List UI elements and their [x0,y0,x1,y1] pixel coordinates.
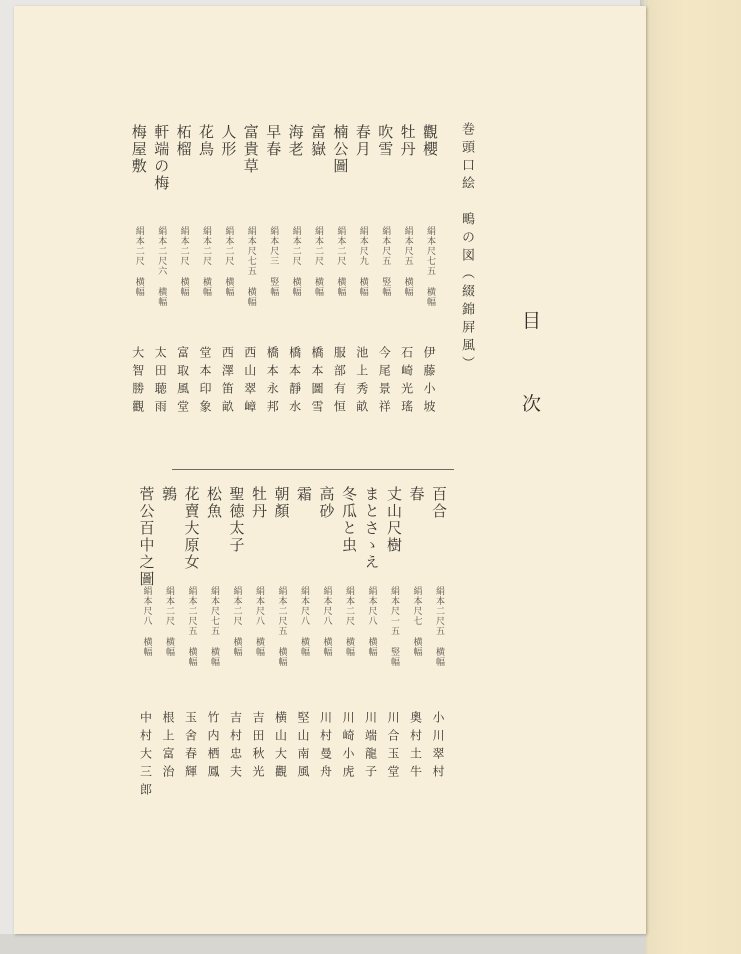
upper-spec: 絹本尺九 横幅 [357,226,368,297]
upper-spec: 絹本尺七五 横幅 [425,226,435,307]
lower-artist: 中村大三郎 [138,711,153,801]
lower-spec: 絹本尺一五 竪幅 [389,586,399,667]
lower-title: 松魚 [205,486,223,520]
upper-title: 觀櫻 [421,124,439,158]
lower-title: 春 [407,486,426,503]
lower-artist: 吉田秋光 [251,711,265,783]
upper-title: 楠公圖 [331,124,350,175]
upper-spec: 絹本二尺 横幅 [290,226,301,297]
upper-artist: 橋本圖雪 [310,346,324,418]
upper-artist: 大智勝觀 [130,346,145,418]
lower-spec: 絹本二尺 横幅 [231,586,242,657]
upper-artist: 太田聴雨 [153,346,168,418]
heading-ji: 次 [522,393,542,415]
upper-spec: 絹本二尺六 横幅 [156,226,167,307]
lower-title: 霜 [295,486,313,503]
upper-title: 富嶽 [309,124,327,158]
lower-title: 聖徳太子 [227,486,246,554]
lower-spec: 絹本尺八 横幅 [299,586,309,657]
upper-spec: 絹本二尺 横幅 [133,226,144,297]
lower-spec: 絹本二尺五 横幅 [276,586,287,667]
upper-spec: 絹本尺五 竪幅 [380,226,391,297]
upper-spec: 絹本尺七五 横幅 [245,226,256,307]
upper-artist: 池上秀畝 [354,346,369,418]
upper-title: 吹雪 [376,124,395,158]
upper-title: 早春 [264,124,283,158]
upper-title: 柘榴 [174,124,193,158]
lower-title: 冬瓜と虫 [340,486,358,554]
lower-spec: 絹本尺七 横幅 [411,586,422,657]
lower-spec: 絹本尺八 横幅 [141,586,152,657]
lower-title: 高砂 [317,486,336,520]
heading-moku: 目 [522,310,542,332]
upper-title: 軒端の梅 [152,124,171,192]
upper-artist: 今尾景祥 [377,346,392,418]
lower-artist: 川村曼舟 [318,711,333,783]
lower-spec: 絹本二尺五 横幅 [434,586,444,667]
upper-artist: 石崎光瑤 [399,346,414,418]
upper-spec: 絹本二尺 横幅 [201,226,211,297]
upper-spec: 絹本尺三 竪幅 [268,226,279,297]
adjacent-page [646,0,741,954]
upper-title: 春月 [353,124,372,158]
lower-spec: 絹本尺八 横幅 [366,586,377,657]
upper-artist: 堂本印象 [198,346,212,418]
lower-spec: 絹本尺七五 横幅 [209,586,219,667]
lower-title: 牡丹 [250,486,268,520]
upper-artist: 橋本靜水 [287,346,302,418]
upper-spec: 絹本尺五 横幅 [402,226,413,297]
lower-artist: 玉舍春輝 [183,711,198,783]
upper-artist: 西山翠嶂 [242,346,257,418]
lower-artist: 吉村忠夫 [228,711,243,783]
upper-title: 牡丹 [398,124,417,158]
upper-artist: 富取風堂 [175,346,190,418]
upper-spec: 絹本二尺 横幅 [313,226,323,297]
bottom-edge [0,934,646,954]
upper-title: 花鳥 [197,124,215,158]
lower-artist: 川合玉堂 [386,711,400,783]
upper-spec: 絹本二尺 横幅 [335,226,346,297]
upper-title: 富貴草 [241,124,260,175]
lower-title: 花賣大原女 [182,486,201,571]
lower-artist: 根上富治 [161,711,175,783]
lower-artist: 川端龍子 [363,711,378,783]
upper-spec: 絹本二尺 横幅 [223,226,234,297]
lower-title: 朝顏 [272,486,291,520]
section-divider [172,469,454,470]
lower-spec: 絹本二尺 横幅 [164,586,174,657]
lower-title: 鶉 [160,486,178,503]
lower-title: 丈山尺樹 [385,486,403,554]
upper-title: 海老 [286,124,305,158]
lower-artist: 川崎小虎 [341,711,355,783]
lower-title: まとさゝえ [362,486,381,571]
lower-spec: 絹本尺八 横幅 [254,586,264,657]
lower-artist: 小川翠村 [431,711,445,783]
lower-title: 菅公百中之圖 [137,486,156,588]
lower-artist: 堅山南風 [296,711,310,783]
upper-artist: 伊藤小坡 [422,346,436,418]
upper-title: 梅屋敷 [129,124,148,175]
upper-artist: 服部有恒 [332,346,347,418]
upper-artist: 西澤笛畝 [220,346,235,418]
upper-spec: 絹本二尺 横幅 [178,226,189,297]
lower-artist: 竹内栖鳳 [206,711,220,783]
upper-title: 人形 [219,124,238,158]
contents-page [14,6,646,934]
lower-spec: 絹本尺八 横幅 [321,586,332,657]
lower-artist: 奧村土牛 [408,711,423,783]
lower-spec: 絹本二尺 横幅 [344,586,354,657]
lower-spec: 絹本二尺五 横幅 [186,586,197,667]
frontispiece-entry: 巻頭口絵 鴫の図（綴錦屛風） [459,122,474,374]
lower-title: 百合 [430,486,448,520]
lower-artist: 横山大觀 [273,711,288,783]
upper-artist: 橋本永邦 [265,346,280,418]
